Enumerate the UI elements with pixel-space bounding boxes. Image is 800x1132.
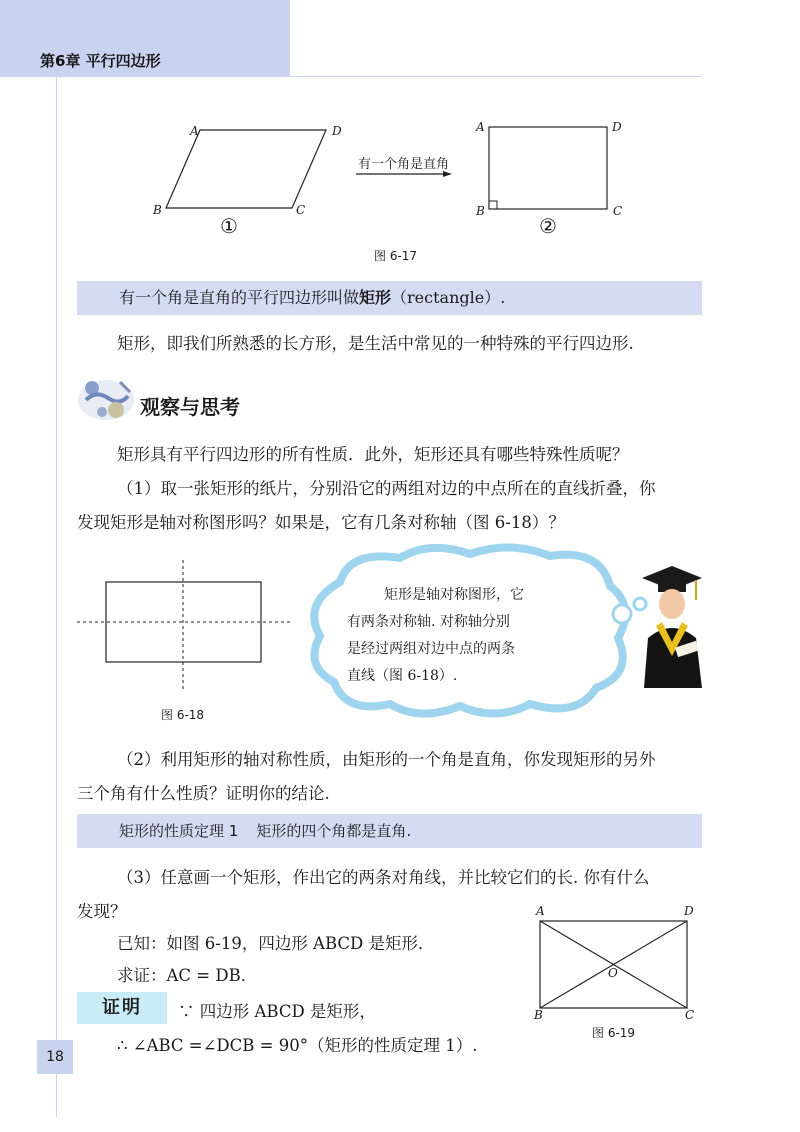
q1-line2: 发现矩形是轴对称图形吗？如果是，它有几条对称轴（图 6-18）？ [77,513,565,532]
observe-think-icon [76,370,136,425]
theorem-text [77,814,702,848]
q1-line1: （1）取一张矩形的纸片，分别沿它的两组对边的中点所在的直线折叠，你 [117,479,656,498]
bubble-line1: 矩形是轴对称图形，它 [384,587,524,603]
parallelogram-shape [166,130,326,208]
r19-label-a: A [536,904,545,918]
figure-6-18 [0,540,330,700]
arrow-text: 有一个角是直角 [358,157,450,172]
r19-label-o: O [608,966,618,980]
proof-line2: ∴ ∠ABC =∠DCB = 90°（矩形的性质定理 1）. [117,1036,478,1055]
q2-line1: （2）利用矩形的轴对称性质，由矩形的一个角是直角，你发现矩形的另外 [117,750,656,769]
r-label-c: C [613,204,623,218]
bubble-line2: 有两条对称轴. 对称轴分别 [347,614,510,630]
bubble-line3: 是经过两组对边中点的两条 [347,641,515,657]
graduate-illustration [630,560,710,690]
fig-6-18-caption: 图 6-18 [161,708,205,722]
r19-label-d: D [684,904,694,918]
fig-6-17-caption: 图 6-17 [374,249,418,263]
proof-line1: ∵ 四边形 ABCD 是矩形， [178,1002,376,1021]
figure-6-19 [0,900,800,1030]
rectangle-shape [489,127,607,209]
chapter-title: 第6章 平行四边形 [40,52,161,70]
r19-label-c: C [685,1008,695,1022]
prove-text: 求证：AC = DB． [117,966,258,985]
given-text: 已知：如图 6-19，四边形 ABCD 是矩形． [117,934,435,953]
q3-line2: 发现？ [77,902,127,921]
page-number: 18 [37,1040,73,1074]
q2-line2: 三个角有什么性质？证明你的结论. [77,784,330,803]
definition-term: 矩形 [359,288,392,307]
definition-text [77,281,702,315]
para-q0: 矩形具有平行四边形的所有性质．此外，矩形还具有哪些特殊性质呢？ [117,445,629,464]
definition-after: （rectangle）. [391,288,506,307]
thought-bubble [300,542,650,722]
figure-6-17 [0,0,800,270]
theorem-band [77,814,702,848]
right-angle-mark [489,201,497,209]
r-label-a: A [476,120,485,134]
fig-num-1: ① [220,214,238,238]
p-label-d: D [332,124,342,138]
p-label-c: C [296,203,306,217]
bubble-line4: 直线（图 6-18）. [347,668,458,684]
theorem-label: 矩形的性质定理 1 [119,822,239,840]
p-label-b: B [153,203,162,217]
proof-tag: 证明 [77,992,167,1024]
r-label-d: D [612,120,622,134]
definition-band [77,281,702,315]
section-title: 观察与思考 [140,395,240,419]
para-intro: 矩形，即我们所熟悉的长方形，是生活中常见的一种特殊的平行四边形. [117,334,634,353]
q3-line1: （3）任意画一个矩形，作出它的两条对角线，并比较它们的长. 你有什么 [117,868,650,887]
r19-label-b: B [534,1008,543,1022]
p-label-a: A [190,124,199,138]
fig-6-19-caption: 图 6-19 [592,1026,636,1040]
theorem-body: 矩形的四个角都是直角. [256,822,412,840]
definition-before: 有一个角是直角的平行四边形叫做 [119,288,360,307]
r-label-b: B [476,204,485,218]
fig-num-2: ② [539,214,557,238]
